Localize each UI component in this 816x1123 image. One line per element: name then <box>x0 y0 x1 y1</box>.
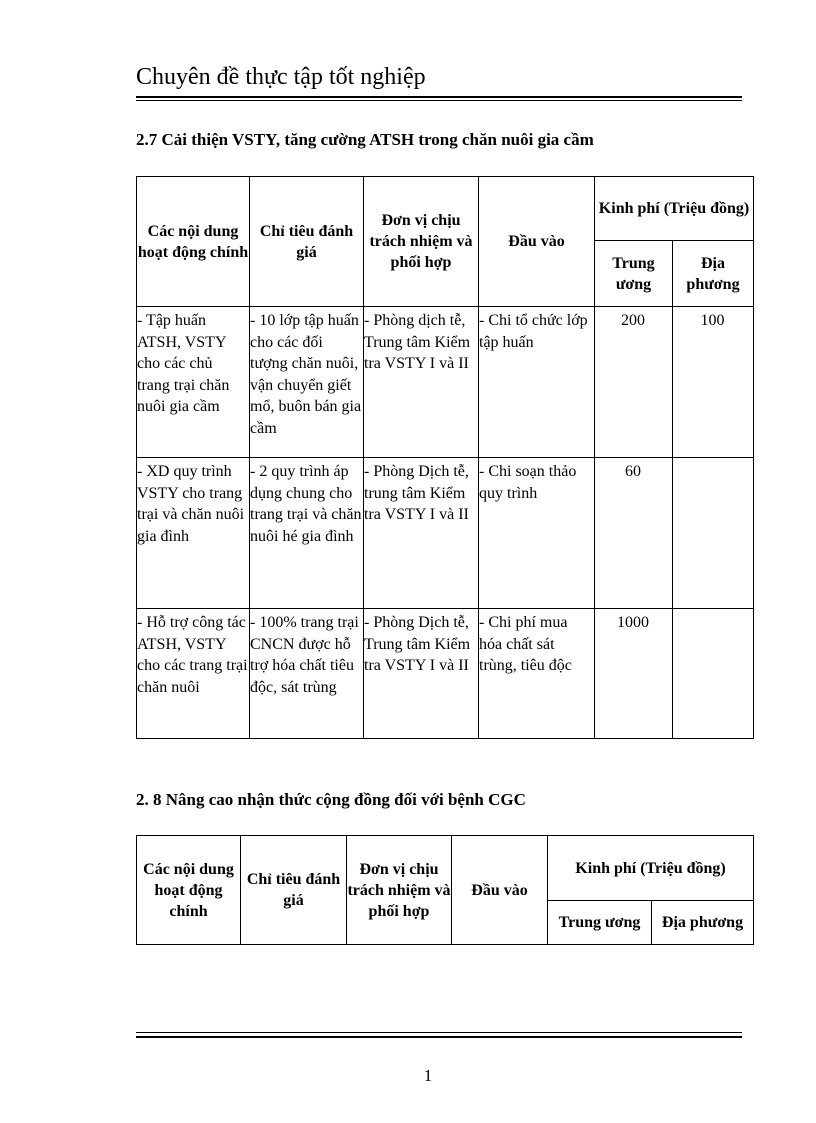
cell-central: 1000 <box>595 609 673 739</box>
cell-input: - Chi phí mua hóa chất sát trùng, tiêu độc <box>479 609 595 739</box>
table-2-8 <box>136 835 754 945</box>
header-local: Địa phương <box>673 241 754 307</box>
cell-activity: - XD quy trình VSTY cho trang trại và chăn nuôi gia đình <box>137 458 250 609</box>
header-indicator: Chỉ tiêu đánh giá <box>241 836 347 945</box>
table-row <box>137 458 754 609</box>
cell-input: - Chi tổ chức lớp tập huấn <box>479 307 595 458</box>
cell-local <box>673 609 754 739</box>
header-responsible: Đơn vị chịu trách nhiệm và phối hợp <box>347 836 452 945</box>
cell-activity: - Tập huấn ATSH, VSTY cho các chủ trang trại chăn nuôi gia cầm <box>137 307 250 458</box>
header-funding: Kinh phí (Triệu đồng) <box>548 836 754 901</box>
header-indicator: Chỉ tiêu đánh giá <box>250 177 364 307</box>
section-title-2-7: 2.7 Cải thiện VSTY, tăng cường ATSH trong chăn nuôi gia cầm <box>136 130 594 149</box>
cell-central: 60 <box>595 458 673 609</box>
page-number: 1 <box>423 1066 433 1085</box>
footer-rule-thick <box>136 1036 742 1038</box>
cell-central: 200 <box>595 307 673 458</box>
cell-indicator: - 10 lớp tập huấn cho các đối tượng chăn nuôi, vận chuyển giết mổ, buôn bán gia cầm <box>250 307 364 458</box>
table-row <box>137 307 754 458</box>
header-responsible: Đơn vị chịu trách nhiệm và phối hợp <box>364 177 479 307</box>
header-rule-thick <box>136 96 742 98</box>
header-funding: Kinh phí (Triệu đồng) <box>595 177 754 241</box>
header-local: Địa phương <box>652 901 754 945</box>
header-input: Đầu vào <box>452 836 548 945</box>
cell-indicator: - 2 quy trình áp dụng chung cho trang trại và chăn nuôi hé gia đình <box>250 458 364 609</box>
cell-indicator: - 100% trang trại CNCN được hỗ trợ hóa chất tiêu độc, sát trùng <box>250 609 364 739</box>
header-activity: Các nội dung hoạt động chính <box>137 177 250 307</box>
cell-input: - Chi soạn thảo quy trình <box>479 458 595 609</box>
header-input: Đầu vào <box>479 177 595 307</box>
cell-responsible: - Phòng dịch tễ, Trung tâm Kiểm tra VSTY I và II <box>364 307 479 458</box>
cell-activity: - Hỗ trợ công tác ATSH, VSTY cho các trang trại chăn nuôi <box>137 609 250 739</box>
table-row <box>137 609 754 739</box>
header-central: Trung ương <box>595 241 673 307</box>
header-rule-thin <box>136 100 742 101</box>
cell-responsible: - Phòng Dịch tễ, trung tâm Kiểm tra VSTY I và II <box>364 458 479 609</box>
cell-local: 100 <box>673 307 754 458</box>
table-2-7 <box>136 176 754 739</box>
header-central: Trung ương <box>548 901 652 945</box>
section-title-2-8: 2. 8 Nâng cao nhận thức cộng đồng đối với bệnh CGC <box>136 790 526 809</box>
footer-rule-thin <box>136 1032 742 1033</box>
cell-local <box>673 458 754 609</box>
cell-responsible: - Phòng Dịch tễ, Trung tâm Kiểm tra VSTY I và II <box>364 609 479 739</box>
header-activity: Các nội dung hoạt động chính <box>137 836 241 945</box>
page-header-title: Chuyên đề thực tập tốt nghiệp <box>136 64 426 90</box>
